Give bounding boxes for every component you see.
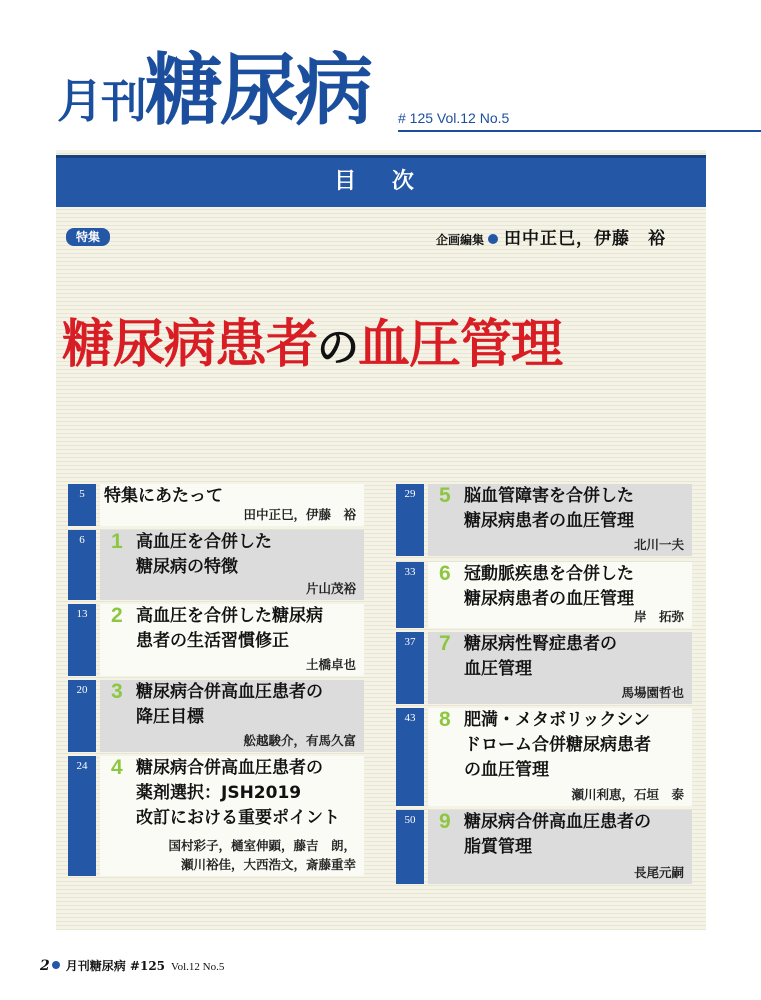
footer-volume: Vol.12 No.5 xyxy=(171,961,225,973)
article-authors: 長尾元嗣 xyxy=(633,865,684,880)
feature-badge: 特集 xyxy=(66,228,110,246)
article-title-line: 特集にあたって xyxy=(104,486,223,506)
article-number: 6 xyxy=(439,562,451,585)
article-title-line: 血圧管理 xyxy=(464,659,532,679)
page-number: 29 xyxy=(396,484,424,556)
article-title-line: 肥満・メタボリックシン xyxy=(464,710,650,730)
article-number: 2 xyxy=(111,604,123,627)
article-title-line: 糖尿病合併高血圧患者の xyxy=(136,682,323,702)
toc-entry xyxy=(68,604,364,676)
article-title-line: 糖尿病性腎症患者の xyxy=(464,634,617,654)
toc-entry xyxy=(68,530,364,600)
toc-entry xyxy=(396,562,692,628)
article-number: 1 xyxy=(111,530,123,553)
page-number: 13 xyxy=(68,604,96,676)
toc-entry xyxy=(68,756,364,876)
article-authors: 岸 拓弥 xyxy=(633,609,684,624)
article-title-line: 高血圧を合併した糖尿病 xyxy=(136,606,323,626)
article-title-line: 糖尿病患者の血圧管理 xyxy=(464,589,634,609)
article-number: 5 xyxy=(439,484,451,507)
article-title-line: 改訂における重要ポイント xyxy=(136,808,340,828)
editor-names: 田中正巳，伊藤 裕 xyxy=(504,229,667,249)
article-title-line: 患者の生活習慣修正 xyxy=(136,631,289,651)
article-title-line: の血圧管理 xyxy=(464,760,549,780)
toc-heading: 目 次 xyxy=(56,155,706,207)
toc-entry xyxy=(396,708,692,806)
article-authors: 北川一夫 xyxy=(633,537,684,552)
footer-journal: 月刊糖尿病 #125 xyxy=(65,959,166,973)
article-number: 3 xyxy=(111,680,123,703)
article-authors: 馬場園哲也 xyxy=(621,685,684,700)
page-number: 50 xyxy=(396,810,424,884)
article-title-line: 糖尿病患者の血圧管理 xyxy=(464,511,634,531)
page-number: 24 xyxy=(68,756,96,876)
page-number: 43 xyxy=(396,708,424,806)
page-footer xyxy=(40,955,224,974)
article-authors: 国村彩子，樋室伸顕，藤吉 朗， xyxy=(168,838,356,853)
article-title-line: 糖尿病合併高血圧患者の xyxy=(136,758,323,778)
article-title-line: 糖尿病合併高血圧患者の xyxy=(464,812,651,832)
bullet-icon xyxy=(52,961,60,969)
article-title-line: 薬剤選択：JSH2019 xyxy=(136,783,302,803)
toc-entry xyxy=(68,680,364,752)
toc-entry xyxy=(396,632,692,704)
planning-label: 企画編集 xyxy=(436,233,485,247)
article-authors: 瀬川裕佳，大西浩文，斎藤重幸 xyxy=(180,857,356,872)
journal-logo: 月刊糖尿病 xyxy=(57,45,371,136)
page-number: 20 xyxy=(68,680,96,752)
toc-entry xyxy=(68,484,364,526)
article-title-line: 冠動脈疾患を合併した xyxy=(464,564,634,584)
toc-entry xyxy=(396,810,692,884)
header-rule xyxy=(398,130,761,132)
article-authors: 土橋卓也 xyxy=(305,657,356,672)
article-title-line: 脂質管理 xyxy=(464,837,532,857)
article-authors: 田中正巳，伊藤 裕 xyxy=(243,507,356,522)
page-number: 37 xyxy=(396,632,424,704)
feature-title: 糖尿病患者の血圧管理 xyxy=(62,315,563,375)
article-number: 4 xyxy=(111,756,123,779)
page-number: 5 xyxy=(68,484,96,526)
article-title-line: 降圧目標 xyxy=(136,707,204,727)
page-number: 6 xyxy=(68,530,96,600)
article-number: 7 xyxy=(439,632,451,655)
issue-number: # 125 Vol.12 No.5 xyxy=(398,110,510,126)
toc-entry xyxy=(396,484,692,556)
article-title-line: ドローム合併糖尿病患者 xyxy=(464,735,651,755)
page-number: 33 xyxy=(396,562,424,628)
bullet-icon xyxy=(488,234,498,244)
feature-editors xyxy=(436,224,666,249)
article-authors: 舩越駿介，有馬久富 xyxy=(243,733,356,748)
article-number: 8 xyxy=(439,708,451,731)
article-authors: 瀬川利恵，石垣 泰 xyxy=(571,787,684,802)
article-number: 9 xyxy=(439,810,451,833)
article-title-line: 高血圧を合併した xyxy=(136,532,272,552)
article-title-line: 糖尿病の特徴 xyxy=(136,557,238,577)
article-authors: 片山茂裕 xyxy=(305,581,356,596)
footer-page-number: 2 xyxy=(40,958,50,974)
article-title-line: 脳血管障害を合併した xyxy=(464,486,634,506)
